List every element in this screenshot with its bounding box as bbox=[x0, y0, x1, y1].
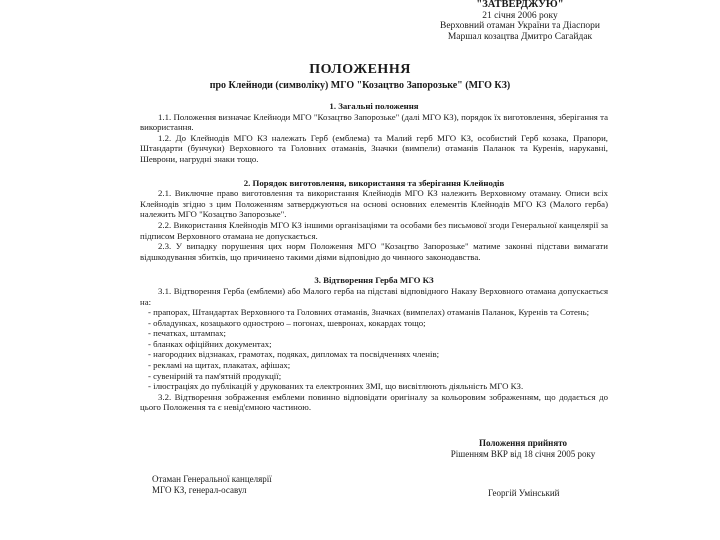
list-item: - рекламі на щитах, плакатах, афішах; bbox=[148, 360, 291, 371]
accepted-block bbox=[428, 438, 618, 460]
document-title: ПОЛОЖЕННЯ bbox=[309, 62, 411, 77]
approval-date: 21 січня 2006 року bbox=[482, 10, 558, 21]
document-subtitle: про Клейноди (символіку) МГО "Козацтво Запорозьке" (МГО КЗ) bbox=[209, 80, 511, 91]
approval-block bbox=[400, 0, 640, 42]
paragraph: 2.2. Використання Клейнодів МГО КЗ іншими організаціями та особами без письмової згоди Генеральної канцелярії за підписом Верховного отамана не допускається. bbox=[140, 219, 608, 241]
section-heading: 3. Відтворення Герба МГО КЗ bbox=[314, 275, 434, 286]
section-heading: 1. Загальні положення bbox=[329, 101, 419, 111]
spacer bbox=[140, 262, 608, 274]
section-heading: 2. Порядок виготовлення, використання та зберігання Клейнодів bbox=[243, 177, 505, 188]
list-item: - сувенірній та пам'ятній продукції; bbox=[148, 370, 282, 381]
list-item: - бланках офіційних документах; bbox=[148, 338, 272, 349]
list-item: - нагородних відзнаках, грамотах, подяках, дипломах та посвідченнях членів; bbox=[148, 349, 440, 360]
approval-heading: "ЗАТВЕРДЖУЮ" bbox=[476, 0, 564, 10]
paragraph: 2.1. Виключне право виготовлення та використання Клейнодів МГО КЗ належить Верховному отаману. Описи всіх Клейнодів згідно з цим Положенням затверджуються на основі основних елементів Клейнодів МГО КЗ (Малого герба) належить МГО "Козацтво Запорозьке". bbox=[140, 188, 608, 220]
spacer bbox=[140, 165, 608, 177]
accepted-heading: Положення прийнято bbox=[478, 438, 568, 448]
signatory-line-2: МГО КЗ, генерал-осавул bbox=[152, 485, 247, 495]
list-item: - ілюстраціях до публікацій у друкованих та електронних ЗМІ, що висвітлюють діяльність МГО КЗ. bbox=[148, 381, 524, 392]
list-item: - прапорах, Штандартах Верховного та Головних отаманів, Значках (вимпелах) отаманів Паланок, Куренів та Сотень; bbox=[148, 307, 590, 318]
signatory-line-1: Отаман Генеральної канцелярії bbox=[152, 474, 272, 484]
usage-list bbox=[140, 307, 608, 392]
document-body bbox=[140, 100, 608, 413]
paragraph: 3.2. Відтворення зображення емблеми повинно відповідати оригіналу за кольоровим зображенням, що додається до цього Положення та є невід'ємною частиною. bbox=[140, 391, 608, 413]
list-item: - обладунках, козацького однострою – погонах, шевронах, кокардах тощо; bbox=[148, 317, 426, 328]
approval-line-2: Маршал козацтва Дмитро Сагайдак bbox=[447, 31, 593, 42]
approval-line-1: Верховний отаман України та Діаспори bbox=[439, 21, 601, 31]
paragraph: 3.1. Відтворення Герба (емблеми) або Малого герба на підставі відповідного Наказу Верховного отамана допускається на: bbox=[140, 285, 608, 307]
accepted-line: Рішенням ВКР від 18 січня 2005 року bbox=[450, 449, 596, 459]
signatory-title bbox=[152, 474, 272, 496]
paragraph: 1.1. Положення визначає Клейноди МГО "Козацтво Запорозьке" (далі МГО КЗ), порядок їх виготовлення, зберігання та використання. bbox=[140, 111, 608, 133]
paragraph: 1.2. До Клейнодів МГО КЗ належать Герб (емблема) та Малий герб МГО КЗ, особистий Герб козака, Прапори, Штандарти (бунчуки) Верховного та Головних отаманів, Значки (вимпели) отаманів Паланок та Куренів, нарукавні, Шеврони, нагрудні знаки тощо. bbox=[140, 132, 608, 164]
signatory-name: Георгій Умінський bbox=[488, 488, 560, 498]
list-item: - печатках, штампах; bbox=[148, 328, 226, 339]
paragraph: 2.3. У випадку порушення цих норм Положення МГО "Козацтво Запорозьке" матиме законні підстави вимагати відшкодування збитків, що причинено такими діями відповідно до чинного законодавства. bbox=[140, 241, 608, 262]
